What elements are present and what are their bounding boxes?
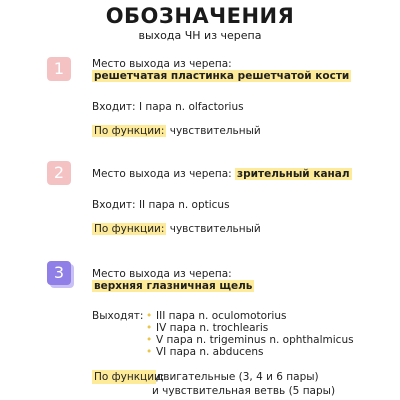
function-row: [92, 125, 261, 137]
exits-item: III пара n. oculomotorius: [156, 310, 287, 322]
function-value: чувствительный: [169, 223, 261, 235]
bullet-icon: •: [146, 322, 153, 334]
exits-label: Выходят:: [92, 310, 144, 322]
exit-value: решетчатая пластинка решетчатой кости: [94, 70, 350, 82]
enters-value: I пара n. olfactorius: [138, 101, 244, 113]
enters-value: II пара n. opticus: [138, 199, 230, 211]
section-number-badge: 2: [47, 161, 71, 185]
exit-value: зрительный канал: [237, 168, 350, 180]
exit-label: Место выхода из черепа:: [92, 268, 232, 280]
enters-label: Входит:: [92, 101, 136, 113]
exit-label: Место выхода из черепа:: [92, 168, 232, 180]
section-number-badge: 3: [47, 261, 71, 285]
bullet-icon: •: [146, 310, 153, 322]
function-block: [92, 370, 335, 398]
bullet-icon: •: [146, 334, 153, 346]
exits-item: VI пара n. abducens: [156, 346, 264, 358]
list-item: [92, 334, 354, 346]
enters-label: Входит:: [92, 199, 136, 211]
function-label: По функции:: [94, 125, 165, 137]
list-item: [92, 346, 354, 358]
page-title: ОБОЗНАЧЕНИЯ: [105, 4, 295, 28]
page-subtitle: выхода ЧН из черепа: [138, 29, 262, 42]
function-value: чувствительный: [169, 125, 261, 137]
function-value-continued: и чувствительная ветвь (5 пары): [152, 385, 336, 397]
list-item: [92, 310, 354, 322]
enters-row: [92, 101, 244, 113]
list-item: [92, 322, 354, 334]
enters-row: [92, 199, 230, 211]
function-label: По функции:: [94, 223, 165, 235]
exit-label: Место выхода из черепа:: [92, 58, 232, 70]
function-row: [92, 223, 261, 235]
function-value: двигательные (3, 4 и 6 пары): [156, 371, 319, 383]
section-number-badge: 1: [47, 57, 71, 81]
function-label: По функции:: [94, 371, 165, 383]
exit-row: [92, 168, 352, 180]
exits-item: V пара n. trigeminus n. ophthalmicus: [156, 334, 354, 346]
exits-item: IV пара n. trochlearis: [156, 322, 269, 334]
exit-value: верхняя глазничная щель: [94, 280, 253, 292]
bullet-icon: •: [146, 346, 153, 358]
exits-list: [92, 310, 354, 358]
